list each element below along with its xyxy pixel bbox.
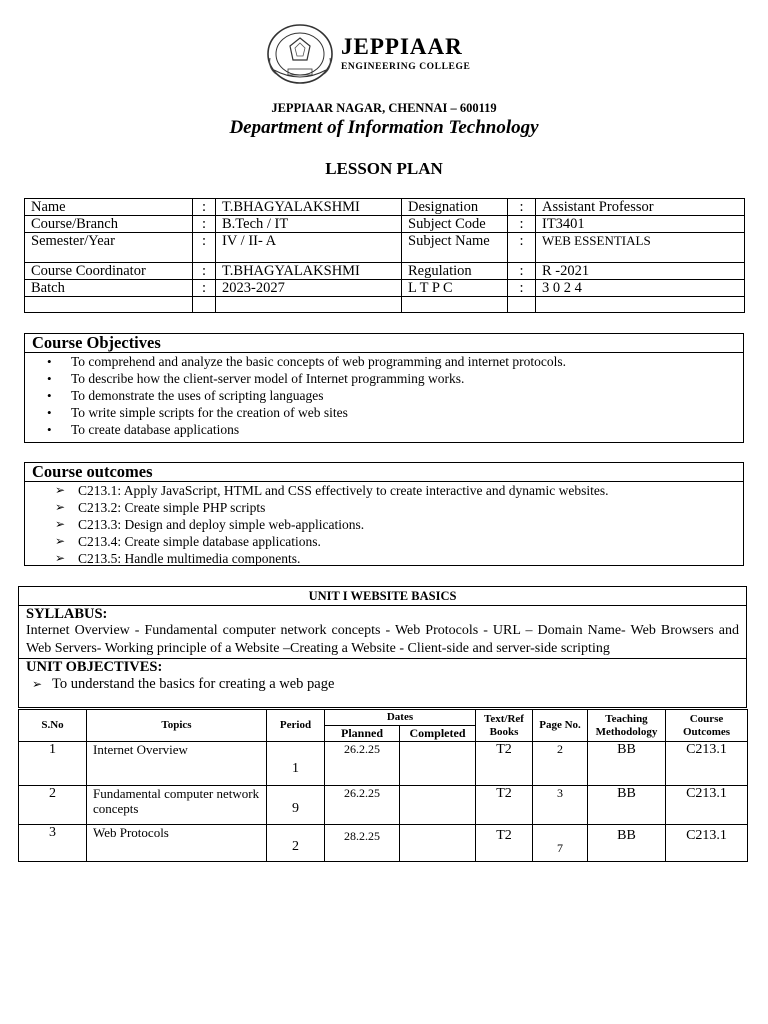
cell-period: 9 — [267, 786, 325, 825]
table-row — [19, 742, 748, 786]
course-outcomes-title: Course outcomes — [25, 463, 743, 482]
bullet-icon: • — [47, 371, 52, 386]
arrow-bullet-icon: ➢ — [32, 677, 43, 691]
col-header-outcomes: Course Outcomes — [666, 710, 748, 742]
info-value: Assistant Professor — [536, 199, 745, 216]
syllabus-label: SYLLABUS: — [26, 606, 108, 622]
info-value: 2023-2027 — [216, 280, 402, 297]
bullet-icon: • — [47, 388, 52, 403]
lesson-schedule-table — [18, 709, 748, 862]
col-header-completed: Completed — [400, 726, 476, 742]
cell-completed — [400, 825, 476, 862]
arrow-bullet-icon: ➢ — [55, 534, 66, 548]
cell-sno: 3 — [19, 825, 87, 862]
syllabus-text: Internet Overview - Fundamental computer network concepts - Web Protocols - URL – Domain Name- Web Browsers and Web Servers- Working principle of a Website –Creating a Website - Client-side and server-side scripting — [26, 623, 739, 656]
cell-planned: 26.2.25 — [325, 742, 400, 786]
unit-title: UNIT I WEBSITE BASICS — [19, 587, 746, 606]
table-row — [19, 825, 748, 862]
list-item: ➢ To understand the basics for creating a web page — [32, 676, 335, 692]
col-header-books: Text/Ref Books — [476, 710, 533, 742]
info-value: B.Tech / IT — [216, 216, 402, 233]
document-title: LESSON PLAN — [325, 159, 443, 178]
college-name: JEPPIAAR — [341, 34, 463, 59]
header-row — [19, 710, 748, 726]
info-colon: : — [193, 199, 216, 216]
info-label: Batch — [25, 280, 193, 297]
college-seal-icon — [266, 24, 336, 86]
info-row — [25, 233, 745, 263]
list-item: • To write simple scripts for the creation of web sites — [47, 405, 348, 420]
info-colon: : — [508, 280, 536, 297]
info-colon: : — [508, 233, 536, 263]
department-title: Department of Information Technology — [229, 117, 539, 138]
info-value: IV / II- A — [216, 233, 402, 263]
info-value: IT3401 — [536, 216, 745, 233]
arrow-bullet-icon: ➢ — [55, 517, 66, 531]
info-label: Subject Name — [402, 233, 508, 263]
info-label: Subject Code — [402, 216, 508, 233]
cell-page: 3 — [533, 786, 588, 825]
info-row — [25, 280, 745, 297]
course-outcomes-list — [25, 482, 743, 567]
list-item: • To create database applications — [47, 422, 240, 437]
info-row — [25, 263, 745, 280]
cell-topic: Fundamental computer network concepts — [87, 786, 267, 825]
list-item: ➢ C213.5: Handle multimedia components. — [55, 551, 301, 566]
bullet-icon: • — [47, 405, 52, 420]
info-colon: : — [508, 263, 536, 280]
list-item: • To comprehend and analyze the basic concepts of web programming and internet protocols. — [47, 354, 567, 369]
col-header-sno: S.No — [19, 710, 87, 742]
unit-section — [18, 586, 747, 708]
syllabus-block — [19, 606, 746, 659]
cell-planned: 26.2.25 — [325, 786, 400, 825]
course-objectives-title: Course Objectives — [25, 334, 743, 353]
info-label: L T P C — [402, 280, 508, 297]
info-colon: : — [193, 263, 216, 280]
course-outcomes-box — [24, 462, 744, 566]
arrow-bullet-icon: ➢ — [55, 551, 66, 565]
bullet-icon: • — [47, 422, 52, 437]
list-item: • To describe how the client-server model of Internet programming works. — [47, 371, 465, 386]
cell-method: BB — [588, 825, 666, 862]
col-header-planned: Planned — [325, 726, 400, 742]
list-item: ➢ C213.3: Design and deploy simple web-applications. — [55, 517, 365, 532]
col-header-method: Teaching Methodology — [588, 710, 666, 742]
cell-completed — [400, 786, 476, 825]
info-value: T.BHAGYALAKSHMI — [216, 199, 402, 216]
cell-outcome: C213.1 — [666, 742, 748, 786]
info-label: Name — [25, 199, 193, 216]
table-row — [19, 786, 748, 825]
info-label: Designation — [402, 199, 508, 216]
info-value: T.BHAGYALAKSHMI — [216, 263, 402, 280]
cell-period: 1 — [267, 742, 325, 786]
cell-books: T2 — [476, 786, 533, 825]
info-label: Course Coordinator — [25, 263, 193, 280]
cell-topic: Web Protocols — [87, 825, 267, 862]
col-header-period: Period — [267, 710, 325, 742]
cell-outcome: C213.1 — [666, 825, 748, 862]
info-row-empty — [25, 297, 745, 313]
info-value: R -2021 — [536, 263, 745, 280]
cell-sno: 1 — [19, 742, 87, 786]
cell-outcome: C213.1 — [666, 786, 748, 825]
cell-method: BB — [588, 786, 666, 825]
course-info-table — [24, 198, 745, 313]
info-row — [25, 216, 745, 233]
bullet-icon: • — [47, 354, 52, 369]
list-item: ➢ C213.1: Apply JavaScript, HTML and CSS effectively to create interactive and dynamic websites. — [55, 483, 609, 498]
unit-objectives-label: UNIT OBJECTIVES: — [26, 659, 163, 675]
college-subtitle: ENGINEERING COLLEGE — [341, 62, 471, 72]
col-header-page: Page No. — [533, 710, 588, 742]
list-item: ➢ C213.4: Create simple database applications. — [55, 534, 321, 549]
info-label: Semester/Year — [25, 233, 193, 263]
col-header-dates: Dates — [325, 710, 476, 726]
course-objectives-box — [24, 333, 744, 443]
cell-planned: 28.2.25 — [325, 825, 400, 862]
page-header — [0, 22, 768, 92]
info-colon: : — [193, 280, 216, 297]
unit-objectives-block — [19, 659, 746, 707]
cell-period: 2 — [267, 825, 325, 862]
cell-sno: 2 — [19, 786, 87, 825]
info-row — [25, 199, 745, 216]
info-label: Regulation — [402, 263, 508, 280]
info-label: Course/Branch — [25, 216, 193, 233]
cell-topic: Internet Overview — [87, 742, 267, 786]
cell-books: T2 — [476, 825, 533, 862]
cell-books: T2 — [476, 742, 533, 786]
cell-completed — [400, 742, 476, 786]
info-value: 3 0 2 4 — [536, 280, 745, 297]
list-item: ➢ C213.2: Create simple PHP scripts — [55, 500, 266, 515]
info-value: WEB ESSENTIALS — [536, 233, 745, 263]
arrow-bullet-icon: ➢ — [55, 483, 66, 497]
info-colon: : — [193, 233, 216, 263]
cell-page: 2 — [533, 742, 588, 786]
list-item: • To demonstrate the uses of scripting languages — [47, 388, 324, 403]
col-header-topics: Topics — [87, 710, 267, 742]
cell-method: BB — [588, 742, 666, 786]
course-objectives-list — [25, 353, 743, 438]
arrow-bullet-icon: ➢ — [55, 500, 66, 514]
info-colon: : — [508, 216, 536, 233]
cell-page: 7 — [533, 825, 588, 862]
college-address: JEPPIAAR NAGAR, CHENNAI – 600119 — [271, 101, 497, 115]
info-colon: : — [508, 199, 536, 216]
info-colon: : — [193, 216, 216, 233]
